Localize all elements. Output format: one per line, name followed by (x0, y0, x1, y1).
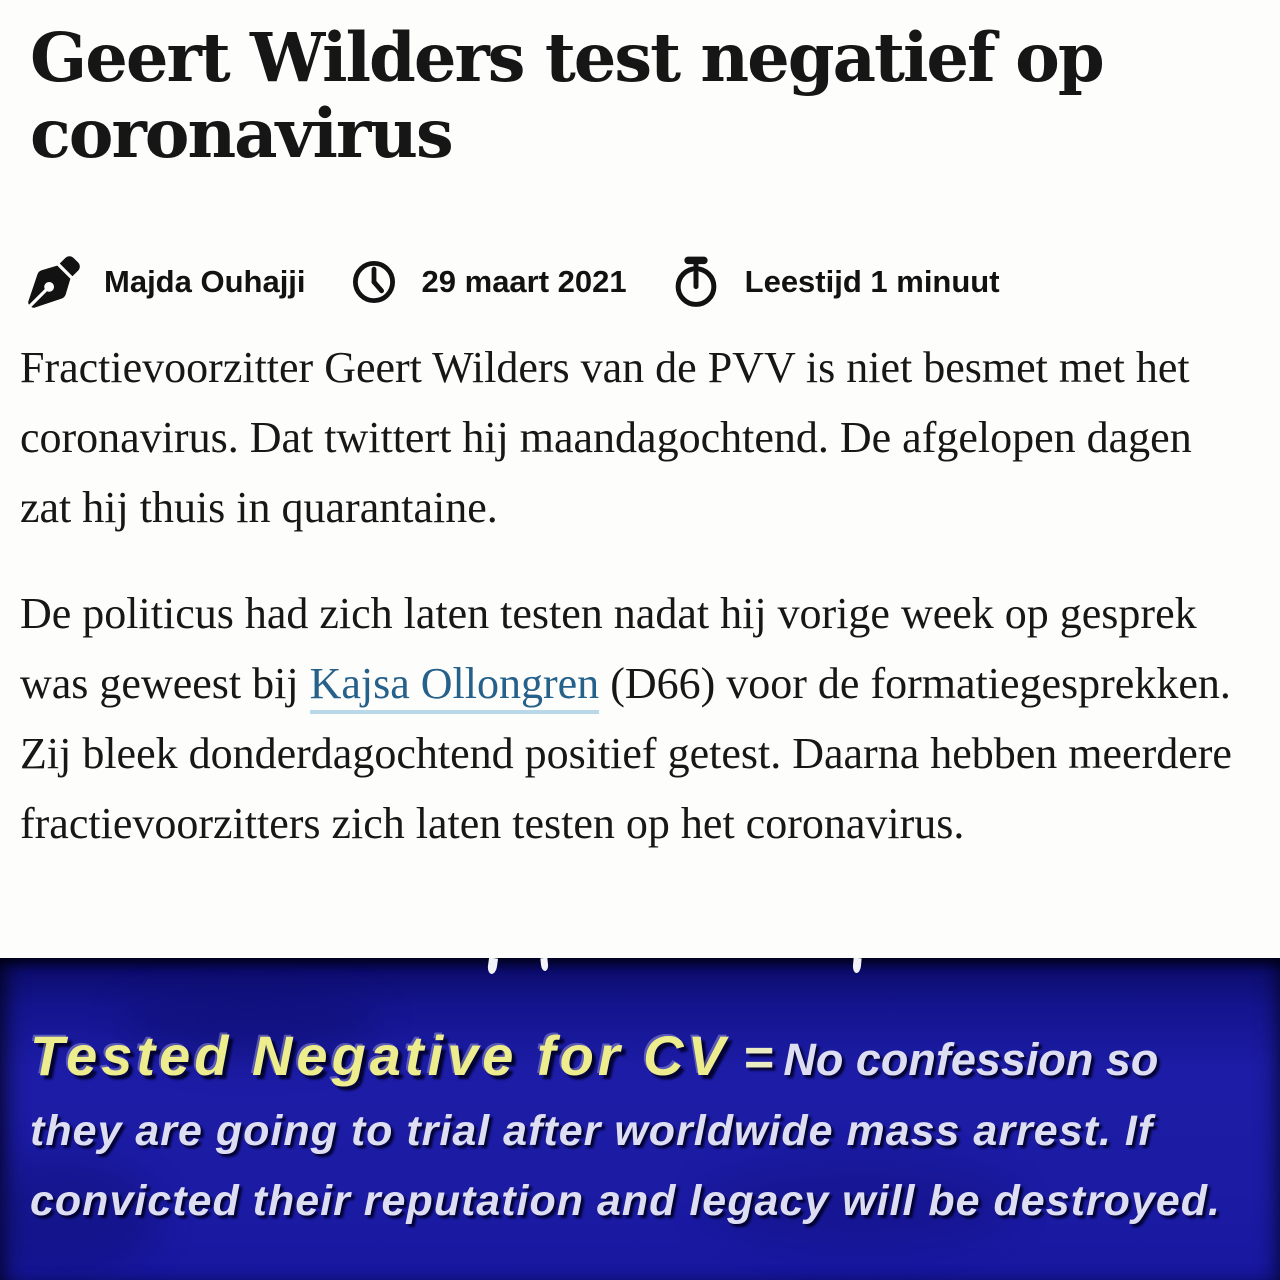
body-text-after-link: (D66) voor de formatiegesprekken. Zij bleek donderdagochtend positief getest. Daarna hebben meerdere fractievoorzitters zich laten testen op het coronavirus. (20, 658, 1232, 848)
read-time: Leestijd 1 minuut (744, 263, 1000, 299)
byline-date (350, 258, 627, 306)
publish-date: 29 maart 2021 (421, 263, 627, 299)
crop-artifact (487, 958, 498, 975)
stopwatch-icon (671, 255, 721, 309)
equals-sign: = (742, 1029, 774, 1087)
crop-artifact (540, 958, 548, 971)
lead-paragraph: Fractievoorzitter Geert Wilders van de PVV is niet besmet met het coronavirus. Dat twittert hij maandagochtend. De afgelopen dagen zat hij thuis in quarantaine. (20, 342, 1192, 532)
body-text-before-link: De politicus had zich laten testen nadat hij vorige week op gesprek was geweest bij (20, 588, 1197, 708)
byline-readtime (671, 255, 1000, 309)
meme-banner-image (0, 958, 1280, 1280)
pen-nib-icon (28, 256, 80, 308)
body-paragraph (20, 579, 1250, 859)
byline-author (28, 256, 306, 308)
page-title: Geert Wilders test negatief op coronavirus (30, 18, 1103, 174)
banner-text (30, 1026, 1260, 1241)
crop-artifact (852, 958, 861, 973)
banner-highlight-text: Tested Negative for CV (30, 1024, 729, 1087)
banner-line-3: convicted their reputation and legacy will be destroyed. (30, 1177, 1221, 1225)
author-name: Majda Ouhajji (104, 263, 306, 299)
kajsa-ollongren-link[interactable]: Kajsa Ollongren (310, 659, 600, 714)
clock-icon (350, 258, 398, 306)
byline (28, 255, 1250, 309)
banner-line-2: they are going to trial after worldwide mass arrest. If (30, 1107, 1154, 1155)
banner-line1-rest: No confession so (783, 1034, 1159, 1085)
banner-line-1 (30, 1026, 1260, 1101)
